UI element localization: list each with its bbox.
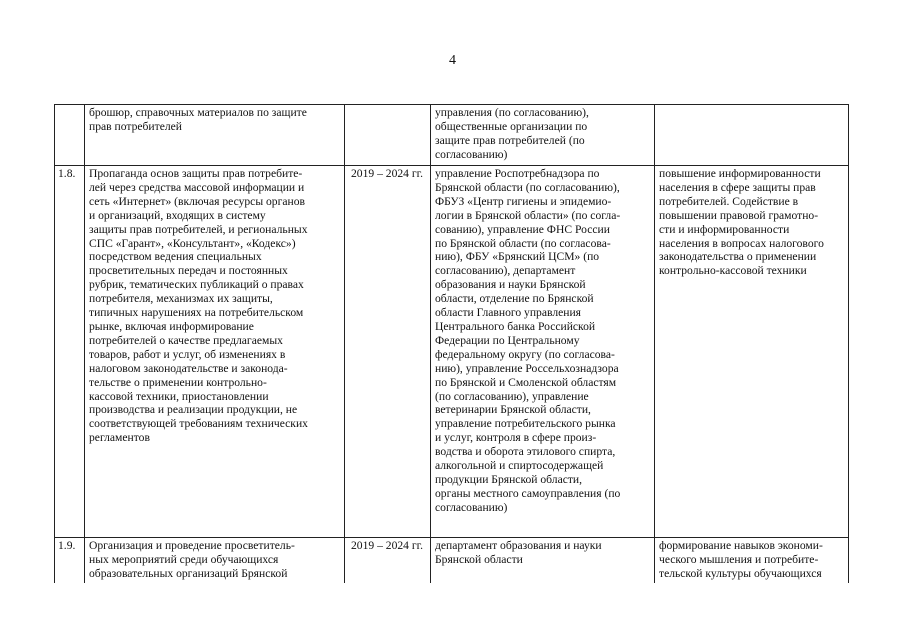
text-line: ческого мышления и потребите-: [659, 552, 819, 566]
text-line: налоговом законодательстве и законода-: [89, 361, 288, 375]
text-line: просветительных передач и постоянных: [89, 264, 288, 278]
page-number: 4: [449, 53, 456, 68]
text-line: ных мероприятий среди обучающихся: [89, 552, 279, 566]
text-line: области, отделение по Брянской: [435, 292, 594, 306]
text-line: лей через средства массовой информации и: [89, 180, 305, 194]
text-line: Центрального банка Российской: [435, 319, 596, 333]
text-line: контрольно-кассовой техники: [659, 264, 807, 278]
text-line: алкогольной и спиртосодержащей: [435, 459, 604, 473]
result-cell: [655, 105, 849, 166]
text-line: прав потребителей: [89, 119, 182, 133]
text-line: нию), ФБУ «Брянский ЦСМ» (по: [435, 250, 600, 264]
text-line: области Главного управления: [435, 306, 581, 320]
text-line: населения в сфере защиты прав: [659, 180, 816, 194]
term-text: 2019 – 2024 гг.: [351, 167, 423, 180]
text-line: органы местного самоуправления (по: [435, 486, 621, 500]
text-line: защиты прав потребителей, и региональных: [89, 222, 308, 236]
text-line: сеть «Интернет» (включая ресурсы органов: [89, 194, 305, 208]
text-line: населения в вопросах налогового: [659, 236, 824, 250]
text-line: типичных нарушениях на потребительском: [89, 306, 304, 320]
text-line: департамент образования и науки: [435, 539, 602, 552]
item-number-cell: [55, 166, 85, 538]
text-line: общественные организации по: [435, 119, 588, 133]
executors-cell: [431, 105, 655, 166]
text-line: образовательных организаций Брянской: [89, 566, 288, 580]
text-line: производства и реализации продукции, не: [89, 403, 298, 417]
text-line: и услуг, контроля в сфере произ-: [435, 431, 597, 445]
item-number: 1.9.: [58, 539, 76, 552]
text-line: защите прав потребителей (по: [435, 133, 585, 147]
result-cell: [655, 538, 849, 583]
text-line: рубрик, тематических публикаций о правах: [89, 278, 304, 292]
text-line: потребителей. Содействие в: [659, 194, 799, 208]
result-cell: [655, 166, 849, 538]
text-line: управление потребительского рынка: [435, 417, 616, 431]
text-line: СПС «Гарант», «Консультант», «Кодекс»): [89, 236, 296, 250]
text-line: продукции Брянской области,: [435, 472, 583, 486]
text-line: Федерации по Центральному: [435, 333, 580, 347]
text-line: повышении правовой грамотно-: [659, 208, 819, 222]
text-line: нию), управление Россельхознадзора: [435, 361, 619, 375]
text-line: формирование навыков экономи-: [659, 539, 823, 552]
activity-cell: [85, 105, 345, 166]
term-text: 2019 – 2024 гг.: [351, 539, 423, 552]
table-row: [55, 538, 849, 583]
text-line: соответствующей требованиям технических: [89, 417, 308, 431]
text-line: тельской культуры обучающихся: [659, 566, 822, 580]
executors-cell: [431, 166, 655, 538]
text-line: сти и информированности: [659, 222, 790, 236]
text-line: федеральному округу (по согласова-: [435, 347, 615, 361]
table-row: [55, 166, 849, 538]
term-cell: [345, 538, 431, 583]
text-line: брошюр, справочных материалов по защите: [89, 106, 307, 119]
text-line: (по согласованию), управление: [435, 389, 589, 403]
text-line: по Брянской и Смоленской областям: [435, 375, 617, 389]
text-line: потребителей о качестве предлагаемых: [89, 333, 283, 347]
text-line: управления (по согласованию),: [435, 106, 589, 119]
text-line: Организация и проведение просветитель-: [89, 539, 295, 552]
text-line: ветеринарии Брянской области,: [435, 403, 591, 417]
item-number-cell: [55, 538, 85, 583]
text-line: товаров, работ и услуг, об изменениях в: [89, 347, 286, 361]
text-line: Пропаганда основ защиты прав потребите-: [89, 167, 303, 180]
table-row: [55, 105, 849, 166]
measures-table: [54, 104, 849, 583]
text-line: логии в Брянской области» (по согла-: [435, 208, 621, 222]
text-line: ФБУЗ «Центр гигиены и эпидемио-: [435, 194, 612, 208]
item-number-cell: [55, 105, 85, 166]
text-line: и организаций, входящих в систему: [89, 208, 266, 222]
text-line: образования и науки Брянской: [435, 278, 586, 292]
text-line: кассовой техники, приостановлении: [89, 389, 269, 403]
text-line: тельстве о применении контрольно-: [89, 375, 267, 389]
text-line: по Брянской области (по согласова-: [435, 236, 611, 250]
text-line: законодательства о применении: [659, 250, 817, 264]
text-line: Брянской области: [435, 552, 523, 566]
text-line: посредством ведения специальных: [89, 250, 262, 264]
text-line: потребителя, механизмах их защиты,: [89, 292, 273, 306]
text-line: водства и оборота этилового спирта,: [435, 445, 616, 459]
executors-cell: [431, 538, 655, 583]
activity-cell: [85, 166, 345, 538]
text-line: сованию), управление ФНС России: [435, 222, 610, 236]
text-line: регламентов: [89, 431, 150, 445]
text-line: рынке, включая информирование: [89, 319, 254, 333]
activity-cell: [85, 538, 345, 583]
term-cell: [345, 105, 431, 166]
item-number: 1.8.: [58, 167, 76, 180]
text-line: повышение информированности: [659, 167, 821, 180]
term-cell: [345, 166, 431, 538]
text-line: согласованию), департамент: [435, 264, 576, 278]
text-line: Брянской области (по согласованию),: [435, 180, 620, 194]
text-line: согласованию): [435, 500, 508, 514]
text-line: управление Роспотребнадзора по: [435, 167, 600, 180]
text-line: согласованию): [435, 147, 508, 161]
